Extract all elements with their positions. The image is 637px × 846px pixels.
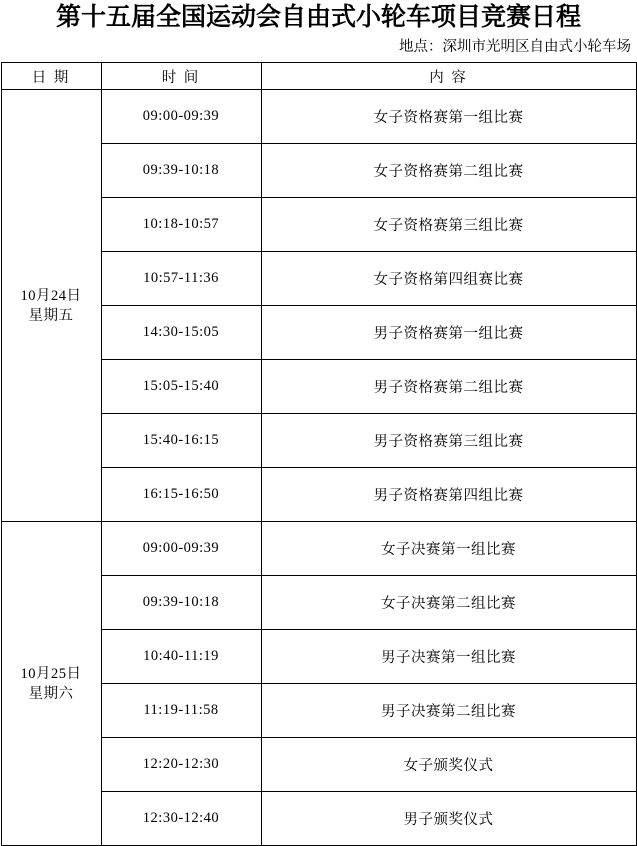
date-line-2: 星期六: [28, 685, 74, 702]
table-header: [1, 63, 636, 90]
table-row: [1, 522, 636, 576]
time-cell: 09:00-09:39: [101, 522, 261, 576]
content-cell: 男子决赛第一组比赛: [261, 630, 636, 684]
time-cell: 12:20-12:30: [101, 738, 261, 792]
time-cell: 15:05-15:40: [101, 360, 261, 414]
time-cell: 15:40-16:15: [101, 414, 261, 468]
date-line-1: 10月25日: [20, 665, 82, 682]
column-header-time: 时 间: [101, 63, 261, 90]
time-cell: 09:00-09:39: [101, 90, 261, 144]
page-title: 第十五届全国运动会自由式小轮车项目竞赛日程: [55, 4, 581, 31]
time-cell: 10:18-10:57: [101, 198, 261, 252]
content-cell: 女子资格赛第三组比赛: [261, 198, 636, 252]
column-header-content: 内 容: [261, 63, 636, 90]
time-cell: 10:40-11:19: [101, 630, 261, 684]
time-cell: 12:30-12:40: [101, 792, 261, 846]
content-cell: 男子资格赛第二组比赛: [261, 360, 636, 414]
content-cell: 男子颁奖仪式: [261, 792, 636, 846]
time-cell: 11:19-11:58: [101, 684, 261, 738]
content-cell: 男子决赛第二组比赛: [261, 684, 636, 738]
content-cell: 女子资格赛第二组比赛: [261, 144, 636, 198]
table-header-row: [1, 63, 636, 90]
schedule-table: [1, 62, 637, 846]
content-cell: 女子资格第四组赛比赛: [261, 252, 636, 306]
table-row: [1, 90, 636, 144]
time-cell: 09:39-10:18: [101, 576, 261, 630]
content-cell: 女子决赛第一组比赛: [261, 522, 636, 576]
content-cell: 男子资格赛第一组比赛: [261, 306, 636, 360]
table-body: [1, 90, 636, 846]
time-cell: 16:15-16:50: [101, 468, 261, 522]
column-header-date: 日 期: [1, 63, 101, 90]
time-cell: 10:57-11:36: [101, 252, 261, 306]
content-cell: 女子决赛第二组比赛: [261, 576, 636, 630]
date-line-2: 星期五: [28, 307, 74, 324]
date-cell-day1: [1, 90, 101, 522]
venue-label: 地点：深圳市光明区自由式小轮车场: [399, 39, 631, 55]
time-cell: 09:39-10:18: [101, 144, 261, 198]
time-cell: 14:30-15:05: [101, 306, 261, 360]
content-cell: 男子资格赛第三组比赛: [261, 414, 636, 468]
date-line-1: 10月24日: [20, 287, 82, 304]
content-cell: 女子颁奖仪式: [261, 738, 636, 792]
date-cell-day2: [1, 522, 101, 846]
content-cell: 男子资格赛第四组比赛: [261, 468, 636, 522]
content-cell: 女子资格赛第一组比赛: [261, 90, 636, 144]
